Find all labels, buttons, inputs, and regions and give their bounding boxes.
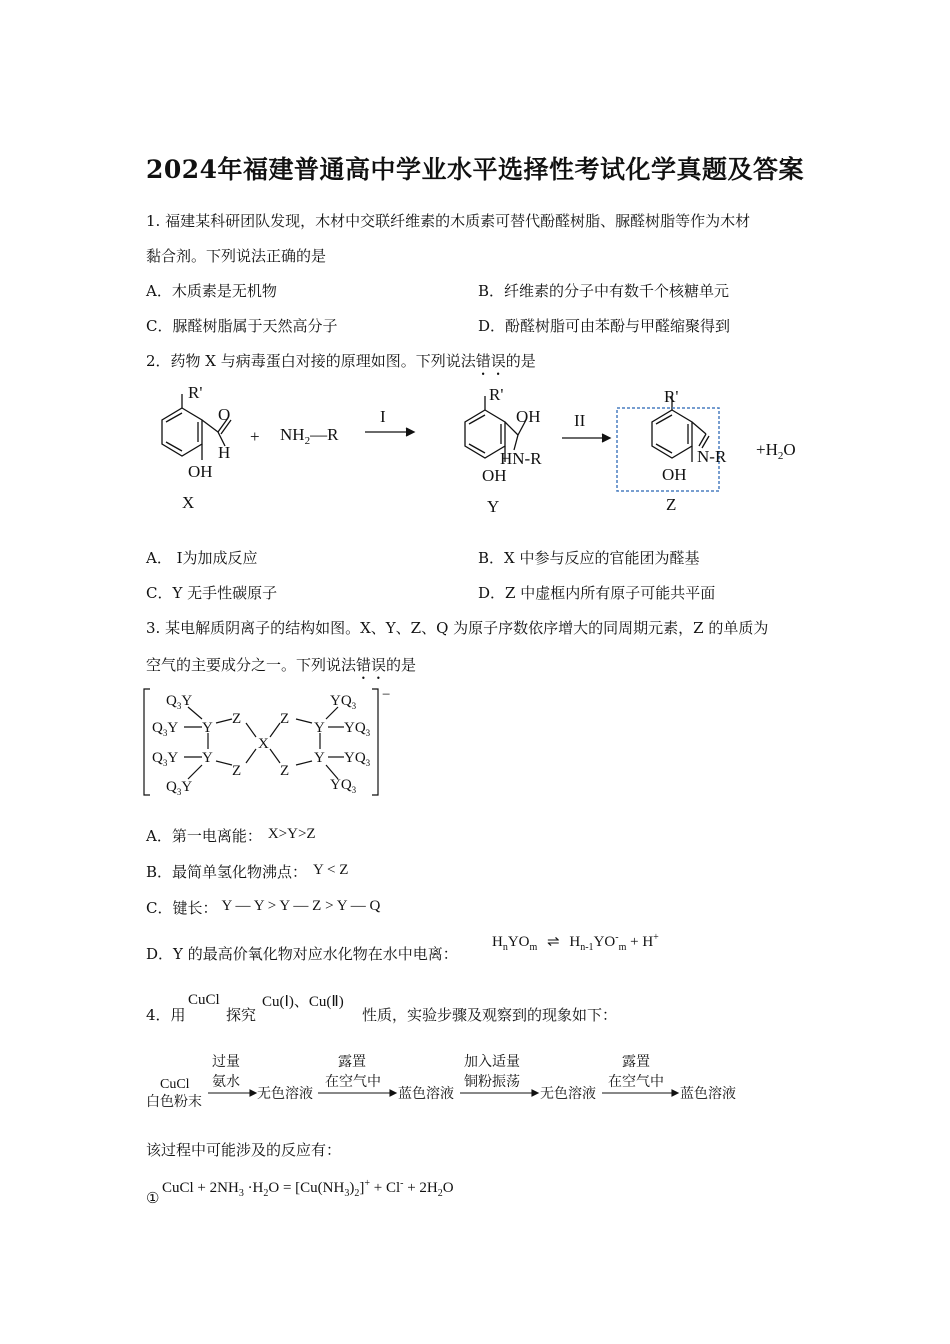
- q3-option-a: [146, 826, 316, 847]
- q2-reaction-scheme: [130, 380, 820, 520]
- flow-step2-top: 露置: [338, 1055, 366, 1070]
- flow-state2: 蓝色溶液: [398, 1087, 454, 1102]
- yq3-top-right: $YQ_3$: [330, 693, 357, 711]
- z-left-lower: Z: [232, 763, 242, 779]
- q4-stem-prefix: 4．用: [146, 1006, 186, 1024]
- flow-step1-bottom: 氨水: [212, 1075, 240, 1090]
- q3-stem-line1: 3. 某电解质阴离子的结构如图。X、Y、Z、Q 为原子序数依序增大的同周期元素，Z 的单质为: [146, 619, 769, 637]
- q2-stem-after: 的是: [505, 352, 536, 370]
- y-oh-top: OH: [516, 407, 541, 426]
- flow-step4-top: 露置: [622, 1055, 650, 1070]
- q3-option-c: [146, 898, 380, 919]
- flow-step4-bottom: 在空气中: [608, 1075, 664, 1090]
- right-bracket: [372, 689, 378, 795]
- z-left-upper: Z: [232, 711, 242, 727]
- label-z: Z: [666, 495, 677, 514]
- flow-step1-top: 过量: [212, 1055, 240, 1070]
- flow-state4: 蓝色溶液: [680, 1087, 736, 1102]
- q3-stem-line2: [146, 655, 416, 683]
- q3-stem-after: 的是: [386, 656, 417, 674]
- flow-state3: 无色溶液: [540, 1087, 596, 1102]
- flow-state1: 无色溶液: [257, 1087, 313, 1102]
- q3-stem-before: 空气的主要成分之一。下列说法: [146, 656, 357, 674]
- y-right-upper: Y: [314, 720, 325, 736]
- q2-stem-emphasis: 错误: [475, 352, 506, 370]
- flow-step3-bottom: 铜粉振荡: [464, 1075, 520, 1090]
- x-center: X: [258, 736, 269, 752]
- y-right-lower: Y: [314, 750, 325, 766]
- anion-charge: −: [382, 687, 391, 703]
- q4-reactions-intro: 该过程中可能涉及的反应有：: [146, 1141, 342, 1159]
- x-aldehyde-h: H: [218, 443, 231, 462]
- q3-option-c-formula: Y — Y > Y — Z > Y — Q: [221, 898, 381, 914]
- left-bracket: [144, 689, 150, 795]
- q3-option-a-label: A．第一电离能：: [146, 827, 262, 845]
- q4-reaction1-equation: CuCl + $2NH_3 \cdot H_2O = [Cu(NH_3)_2]^+ + Cl^- + 2H_2O$: [162, 1178, 454, 1199]
- q3-option-b-formula: Y < Z: [313, 862, 349, 878]
- q3-stem-emphasis: 错误: [356, 656, 387, 674]
- q4-stem-suffix: 性质，实验步骤及观察到的现象如下：: [362, 1006, 618, 1024]
- z-right-upper: Z: [280, 711, 290, 727]
- q2-option-d: D．Z 中虚框内所有原子可能共平面: [478, 584, 716, 602]
- q3-option-c-label: C．键长：: [146, 899, 218, 917]
- z-n-r: N-R: [697, 447, 727, 466]
- x-r-prime: R': [188, 383, 203, 402]
- y-hn-r: HN-R: [500, 449, 542, 468]
- q4-flow-diagram: [140, 1045, 760, 1115]
- q3-option-a-formula: X>Y>Z: [267, 826, 316, 842]
- scheme-plus: +: [250, 427, 260, 446]
- q2-option-a: A． Ⅰ为加成反应: [146, 549, 258, 567]
- q4-stem-mid: 探究: [226, 1006, 257, 1024]
- q3y-mid-left-lower: $Q_3Y$: [152, 750, 179, 768]
- q2-stem-before: 2．药物 X 与病毒蛋白对接的原理如图。下列说法: [146, 352, 476, 370]
- z-oh: OH: [662, 465, 687, 484]
- page-title: 2024年福建普通高中学业水平选择性考试化学真题及答案: [145, 155, 805, 184]
- q3-anion-structure: [140, 685, 400, 800]
- q4-cucl: CuCl: [188, 992, 220, 1008]
- q2-option-b: B．X 中参与反应的官能团为醛基: [478, 549, 700, 567]
- flow-step3-top: 加入适量: [464, 1055, 520, 1070]
- x-aldehyde-o: O: [218, 405, 231, 424]
- q4-cu-ions: Cu(Ⅰ)、Cu(Ⅱ): [262, 994, 344, 1010]
- label-x: X: [182, 493, 195, 512]
- flow-step2-bottom: 在空气中: [325, 1075, 381, 1090]
- q1-option-c: C．脲醛树脂属于天然高分子: [146, 317, 338, 335]
- q3-option-b: [146, 862, 348, 883]
- q1-option-a: A．木质素是无机物: [146, 282, 277, 300]
- step2-label: II: [574, 411, 586, 430]
- q3y-mid-left-upper: $Q_3Y$: [152, 720, 179, 738]
- q2-option-c: C．Y 无手性碳原子: [146, 584, 278, 602]
- q1-stem-line2: 黏合剂。下列说法正确的是: [146, 247, 327, 265]
- q3y-bottom-left: $Q_3Y$: [166, 779, 193, 797]
- q3y-top-left: $Q_3Y$: [166, 693, 193, 711]
- amine-reactant: $NH_2—R$: [280, 425, 339, 447]
- q3-option-d-label: D．Y 的最高价氧化物对应水化物在水中电离：: [146, 945, 458, 963]
- y-left-upper: Y: [202, 720, 213, 736]
- y-left-lower: Y: [202, 750, 213, 766]
- yq3-mid-right-lower: $YQ_3$: [344, 750, 371, 768]
- q3-option-b-label: B．最简单氢化物沸点：: [146, 863, 308, 881]
- q4-reaction1-number: ①: [146, 1189, 160, 1207]
- q1-option-d: D．酚醛树脂可由苯酚与甲醛缩聚得到: [478, 317, 731, 335]
- q1-option-b: B．纤维素的分子中有数千个核糖单元: [478, 282, 730, 300]
- y-r-prime: R': [489, 385, 504, 404]
- x-oh: OH: [188, 462, 213, 481]
- yq3-bottom-right: $YQ_3$: [330, 777, 357, 795]
- q2-stem: [146, 351, 536, 379]
- yq3-mid-right-upper: $YQ_3$: [344, 720, 371, 738]
- q1-stem-line1: 1. 福建某科研团队发现，木材中交联纤维素的木质素可替代酚醛树脂、脲醛树脂等作为木材: [146, 212, 751, 230]
- z-right-lower: Z: [280, 763, 290, 779]
- label-y: Y: [487, 497, 500, 516]
- flow-start-cucl: CuCl: [160, 1077, 190, 1092]
- y-oh-bottom: OH: [482, 466, 507, 485]
- water-product: $+H_2O$: [756, 440, 796, 462]
- q3-option-d-formula: $H_nYO_m$ ⇌ $H_{n-1}YO^-_m + H^+$: [492, 932, 659, 953]
- step1-label: I: [380, 407, 386, 426]
- flow-start-powder: 白色粉末: [146, 1095, 202, 1110]
- z-r-prime: R': [664, 387, 679, 406]
